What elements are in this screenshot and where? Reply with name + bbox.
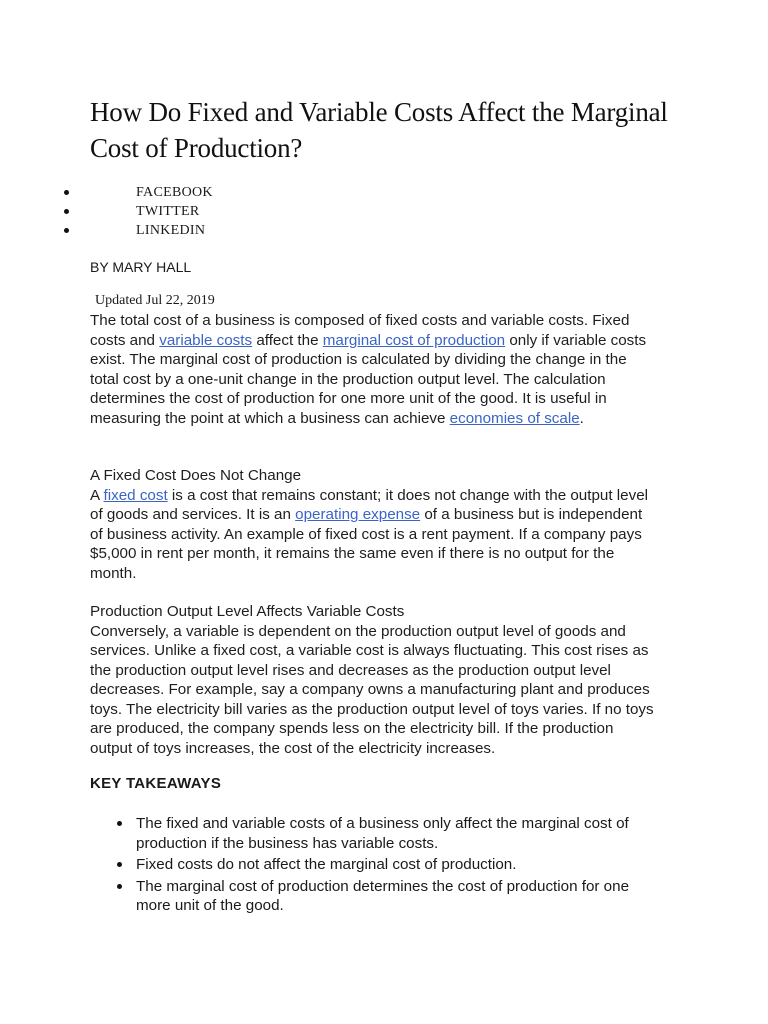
fixed-cost-heading: A Fixed Cost Does Not Change	[90, 467, 302, 484]
fixed-text-3: of a business but is independent of business activity. An example of fixed cost is a rent payment. If a company pays $5,000 in rent per month, it remains the same even if there is no output for the month.	[90, 506, 643, 582]
fixed-text-2: is a cost that remains constant; it does not change with the output level of goods and services. It is an	[90, 486, 649, 523]
variable-cost-section	[90, 602, 656, 758]
intro-paragraph	[90, 311, 656, 428]
updated-date: Updated Jul 22, 2019	[95, 293, 215, 308]
list-item: The marginal cost of production determines the cost of production for one more unit of the good.	[90, 877, 650, 916]
link-operating-expense[interactable]: operating expense	[295, 506, 421, 523]
share-label-twitter[interactable]: TWITTER	[136, 204, 200, 219]
intro-text-3: only if variable costs exist. The marginal cost of production is calculated by dividing the change in the total cost by a one-unit change in the production output level. The calculation determines the cost of production for one more unit of the good. It is useful in measuring the point at which a business can achieve	[90, 331, 647, 427]
byline: BY MARY HALL	[90, 259, 192, 275]
key-takeaways-title: KEY TAKEAWAYS	[90, 775, 222, 792]
share-label-linkedin[interactable]: LINKEDIN	[136, 223, 206, 238]
intro-text-1: The total cost of a business is composed of fixed costs and variable costs. Fixed costs and	[90, 312, 630, 349]
bullet-icon	[64, 190, 69, 195]
link-economies-of-scale[interactable]: economies of scale	[449, 409, 580, 427]
fixed-text-1: A	[90, 486, 104, 504]
list-item: Fixed costs do not affect the marginal cost of production.	[90, 855, 650, 875]
key-takeaways-list	[90, 814, 650, 918]
variable-cost-body: Conversely, a variable is dependent on the production output level of goods and services. Unlike a fixed cost, a variable cost is always fluctuating. This cost rises as the production output level rises and decreases as the production output level decreases. For example, say a company owns a manufacturing plant and produces toys. The electricity bill varies as the production output level of toys varies. If no toys are produced, the company spends less on the electricity bill. If the production output of toys increases, the cost of the electricity increases.	[90, 622, 654, 757]
link-fixed-cost[interactable]: fixed cost	[103, 486, 168, 504]
intro-text-4: .	[579, 409, 584, 427]
list-item: The fixed and variable costs of a business only affect the marginal cost of production if the business has variable costs.	[90, 814, 650, 853]
link-variable-costs[interactable]: variable costs	[159, 331, 253, 349]
article-title: How Do Fixed and Variable Costs Affect the Marginal Cost of Production?	[90, 97, 668, 163]
bullet-icon	[64, 228, 69, 233]
link-marginal-cost[interactable]: marginal cost of production	[322, 331, 506, 349]
variable-cost-heading: Production Output Level Affects Variable Costs	[90, 603, 405, 620]
share-label-facebook[interactable]: FACEBOOK	[136, 185, 213, 200]
bullet-icon	[64, 209, 69, 214]
intro-text-2: affect the	[252, 331, 323, 349]
fixed-cost-section	[90, 466, 656, 583]
